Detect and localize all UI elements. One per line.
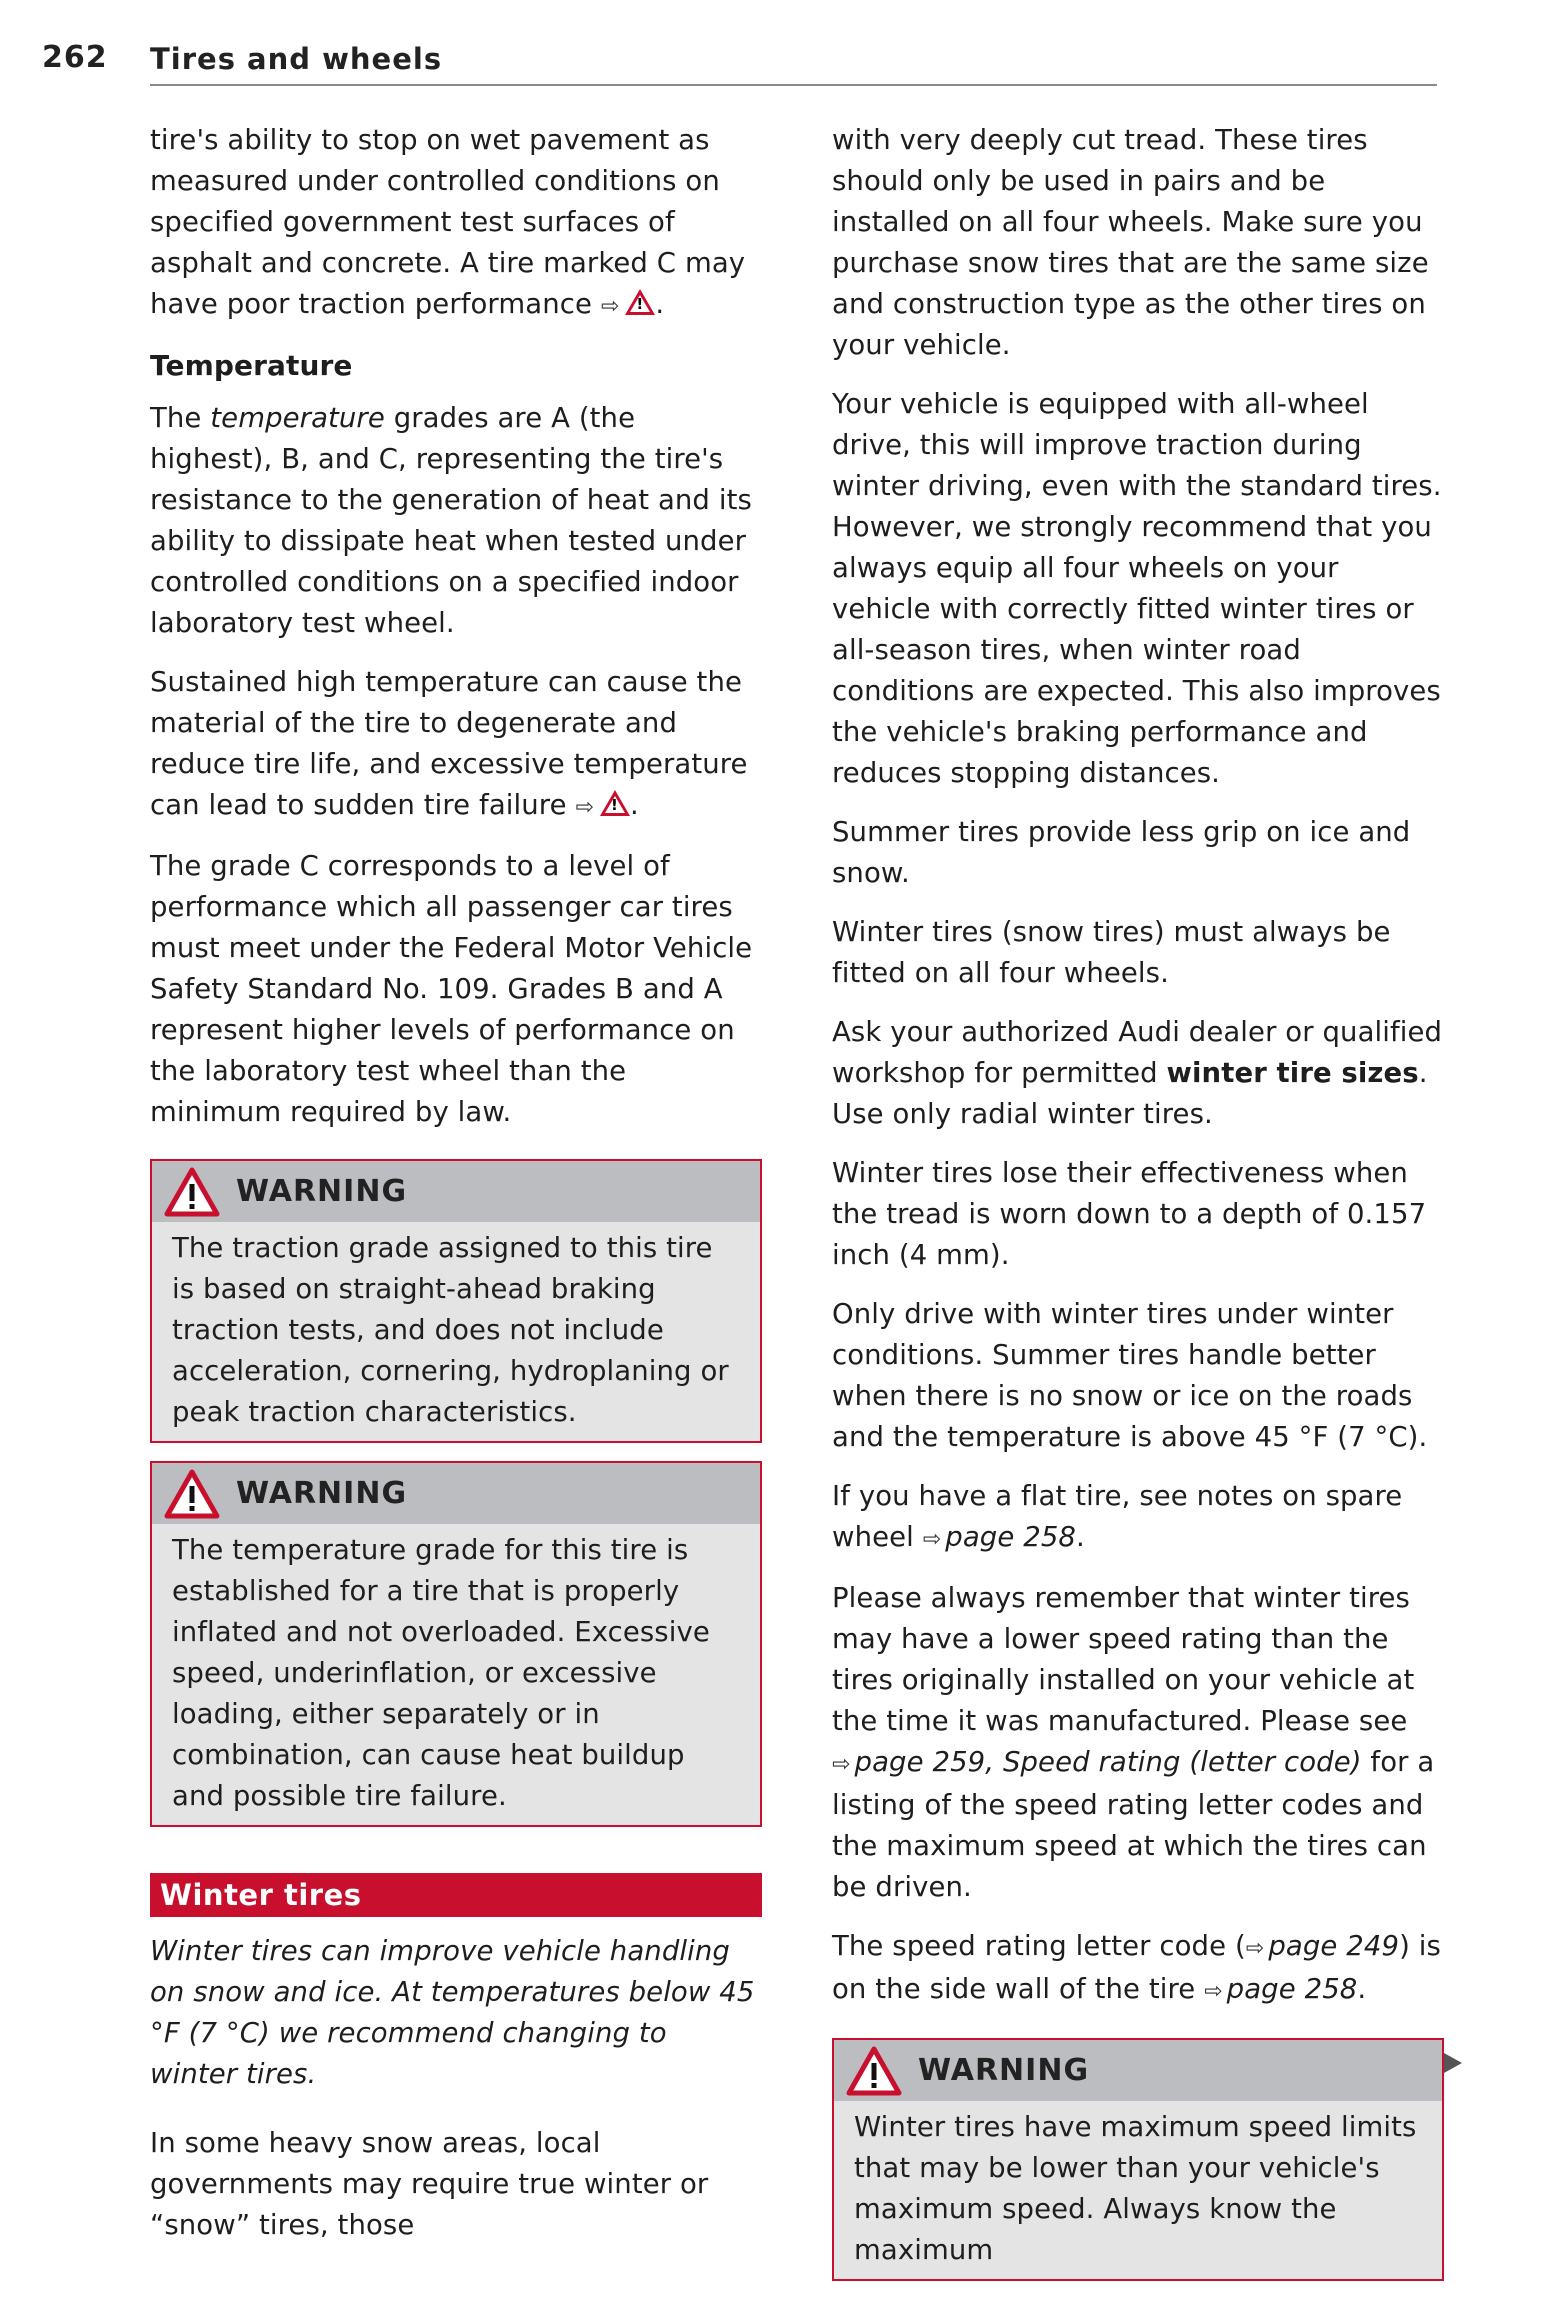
page-reference-link[interactable]: page 258 [1226,1973,1358,2005]
warning-header [152,1161,760,1222]
paragraph: with very deeply cut tread. These tires should only be used in pairs and be installed on all four wheels. Make sure you purchase snow tires that are the same size and construction type as the other tires on your vehicle. [832,124,1429,361]
page-header-title: Tires and wheels [150,42,443,76]
warning-triangle-icon [164,1469,220,1519]
cross-reference-arrow-icon: ⇨ [922,1527,942,1552]
page-number: 262 [42,40,108,75]
warning-title: WARNING [918,2053,1090,2088]
cross-reference-arrow-icon: ⇨ [1204,1979,1223,2004]
temperature-heading: Temperature [150,349,353,382]
paragraph: The speed rating letter code (⇨ page 249) is on the side wall of the tire ⇨ page 258. [832,1930,1441,2005]
paragraph: Winter tires lose their effectiveness when the tread is worn down to a depth of 0.157 inch (4 mm). [832,1157,1427,1271]
page-reference-link[interactable]: page 249 [1268,1930,1400,1962]
warning-triangle-icon [164,1167,220,1217]
paragraph: Please always remember that winter tires may have a lower speed rating than the tires originally installed on your vehicle at the time it was manufactured. Please see ⇨ page 259, Speed rating (letter code) for a listing of the speed rating letter codes and the maximum speed at which the tires can be driven. [832,1582,1435,1903]
cross-reference-arrow-icon: ⇨ [600,294,620,319]
warning-body: The temperature grade for this tire is established for a tire that is properly inflated and not overloaded. Excessive speed, underinflation, or excessive loading, either separately or in combination, can cause heat buildup and possible tire failure. [172,1534,710,1812]
warning-triangle-icon [846,2046,902,2096]
winter-tires-section-heading: Winter tires [150,1873,762,1917]
right-column [832,120,1444,2299]
warning-box [150,1159,762,1443]
warning-header [152,1463,760,1524]
warning-body: Winter tires have maximum speed limits that may be lower than your vehicle's maximum speed. Always know the maximum [854,2111,1417,2266]
cross-reference-arrow-icon: ⇨ [1245,1936,1265,1961]
paragraph: Summer tires provide less grip on ice and snow. [832,816,1411,889]
warning-title: WARNING [236,1476,408,1511]
left-column [150,120,762,2264]
continue-arrow-icon [1444,2053,1462,2073]
paragraph: The grade C corresponds to a level of performance which all passenger car tires must meet under the Federal Motor Vehicle Safety Standard No. 109. Grades B and A represent higher levels of performance on the laboratory test wheel than the minimum required by law. [150,850,753,1128]
caution-triangle-icon [600,790,630,816]
paragraph: Ask your authorized Audi dealer or qualified workshop for permitted winter tire sizes. Use only radial winter tires. [832,1016,1443,1130]
page-reference-link[interactable]: page 259, Speed rating (letter code) [854,1746,1362,1778]
paragraph: In some heavy snow areas, local governments may require true winter or “snow” tires, those [150,2127,709,2241]
warning-title: WARNING [236,1174,408,1209]
caution-triangle-icon [625,289,655,315]
header-rule [150,84,1437,86]
cross-reference-arrow-icon: ⇨ [832,1752,851,1777]
warning-box [832,2038,1444,2281]
warning-box [150,1461,762,1827]
paragraph: Only drive with winter tires under winter conditions. Summer tires handle better when there is no snow or ice on the roads and the temperature is above 45 °F (7 °C). [832,1298,1428,1453]
section-intro: Winter tires can improve vehicle handling on snow and ice. At temperatures below 45 °F (7 °C) we recommend changing to winter tires. [150,1935,755,2090]
paragraph: Sustained high temperature can cause the material of the tire to degenerate and reduce tire life, and excessive temperature can lead to sudden tire failure ⇨! . [150,662,762,828]
paragraph: If you have a flat tire, see notes on spare wheel ⇨ page 258. [832,1480,1403,1553]
warning-header [834,2040,1442,2101]
paragraph: tire's ability to stop on wet pavement as measured under controlled conditions on specified government test surfaces of asphalt and concrete. A tire marked C may have poor traction performance ⇨! . [150,120,762,327]
paragraph: The temperature grades are A (the highest), B, and C, representing the tire's resistance to the generation of heat and its ability to dissipate heat when tested under controlled conditions on a specified indoor laboratory test wheel. [150,402,752,639]
paragraph: Winter tires (snow tires) must always be fitted on all four wheels. [832,916,1391,989]
paragraph: Your vehicle is equipped with all-wheel drive, this will improve traction during winter driving, even with the standard tires. However, we strongly recommend that you always equip all four wheels on your vehicle with correctly fitted winter tires or all-season tires, when winter road conditions are expected. This also improves the vehicle's braking performance and reduces stopping distances. [832,388,1442,789]
cross-reference-arrow-icon: ⇨ [575,795,594,820]
page-reference-link[interactable]: page 258 [945,1521,1077,1553]
warning-body: The traction grade assigned to this tire is based on straight-ahead braking traction tests, and does not include acceleration, cornering, hydroplaning or peak traction characteristics. [172,1232,729,1428]
